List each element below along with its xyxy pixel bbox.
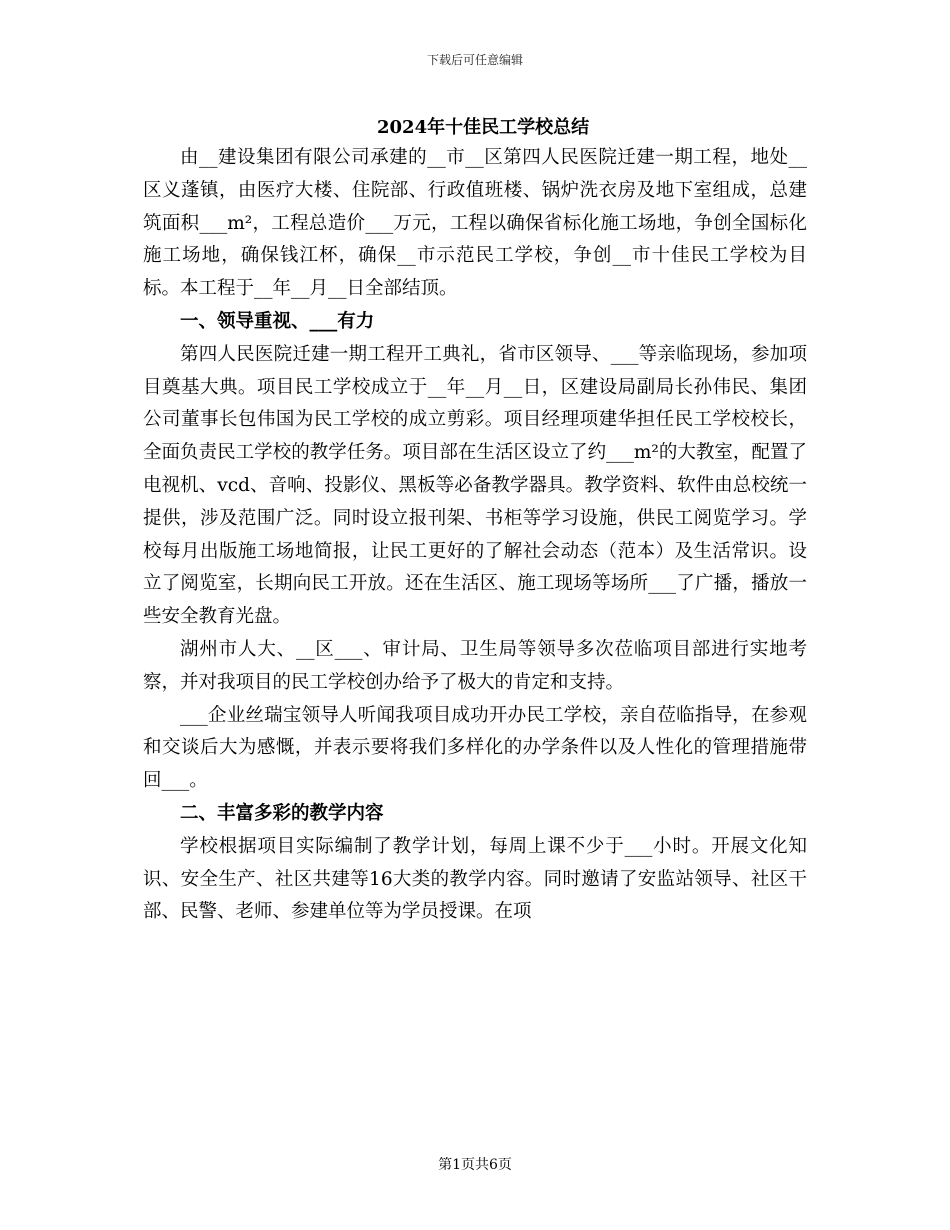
page-header-note: 下载后可任意编辑 (426, 53, 523, 67)
section1-paragraph-3: ___企业丝瑞宝领导人听闻我项目成功开办民工学校，亲自莅临指导，在参观和交谈后大为感慨，并表示要将我们多样化的办学条件以及人性化的管理措施带回___。 (143, 704, 807, 792)
section-heading-leadership: 一、领导重视、___有力 (180, 310, 375, 332)
section2-paragraph-1: 学校根据项目实际编制了教学计划，每周上课不少于___小时。开展文化知识、安全生产、社区共建等16大类的教学内容。同时邀请了安监站领导、社区干部、民警、老师、参建单位等为学员授课。在项 (143, 835, 807, 923)
section1-paragraph-1: 第四人民医院迁建一期工程开工典礼，省市区领导、___等亲临现场，参加项目奠基大典。项目民工学校成立于__年__月__日，区建设局副局长孙伟民、集团公司董事长包伟国为民工学校的成立剪彩。项目经理项建华担任民工学校校长，全面负责民工学校的教学任务。项目部在生活区设立了约___m²的大教室，配置了电视机、vcd、音响、投影仪、黑板等必备教学器具。教学资料、软件由总校统一提供，涉及范围广泛。同时设立报刊架、书柜等学习设施，供民工阅览学习。学校每月出版施工场地简报，让民工更好的了解社会动态（范本）及生活常识。设立了阅览室，长期向民工开放。还在生活区、施工现场等场所___了广播，播放一些安全教育光盘。 (143, 343, 807, 628)
page-number: 第1页共6页 (438, 1157, 512, 1173)
section1-paragraph-2: 湖州市人大、__区___、审计局、卫生局等领导多次莅临项目部进行实地考察，并对我项目的民工学校创办给予了极大的肯定和支持。 (143, 638, 807, 693)
document-title: 2024年十佳民工学校总结 (377, 117, 590, 138)
document-body (143, 114, 807, 929)
intro-paragraph: 由__建设集团有限公司承建的__市__区第四人民医院迁建一期工程，地处__区义蓬镇，由医疗大楼、住院部、行政值班楼、锅炉洗衣房及地下室组成，总建筑面积___m²，工程总造价___万元，工程以确保省标化施工场地，争创全国标化施工场地，确保钱江杯，确保__市示范民工学校，争创__市十佳民工学校为目标。本工程于__年__月__日全部结顶。 (143, 147, 807, 300)
section-heading-teaching-content: 二、丰富多彩的教学内容 (180, 802, 384, 824)
